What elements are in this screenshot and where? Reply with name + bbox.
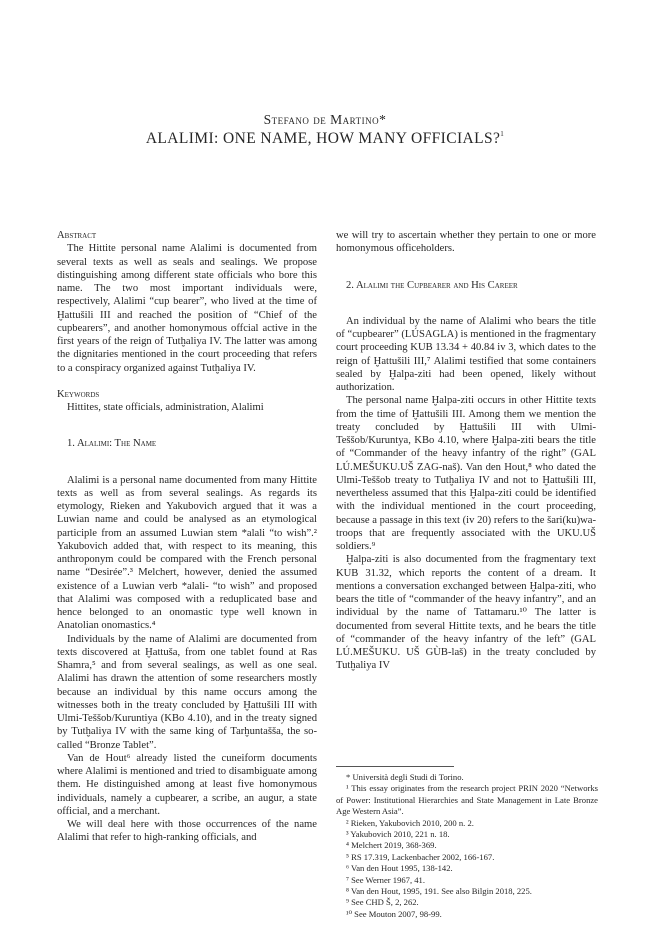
footnote-8: ⁸ Van den Hout, 1995, 191. See also Bilgin 2018, 225. (346, 886, 532, 897)
footnote-4: ⁴ Melchert 2019, 368-369. (346, 840, 437, 851)
footnotes (336, 766, 598, 920)
section-1-continuation: we will try to ascertain whether they pertain to one or more homonymous officeholders. (336, 230, 596, 255)
footnote-3: ³ Yakubovich 2010, 221 n. 18. (346, 829, 450, 840)
section-1-paragraph-2: Individuals by the name of Alalimi are documented from texts discovered at Ḫattuša, from one tablet found at Ras Shamra,⁵ and from several sealings, as well as one seal. Alalimi has drawn the attention of some researchers mostly because an individual by this name occurs among the witnesses both in the treaty concluded by Ḫattušili III with Ulmi-Teššob/Kuruntiya (KBo 4.10), and in the treaty signed by Tutḫaliya IV with the same king of Tarḫuntašša, the so-called “Bronze Tablet”. (57, 633, 317, 751)
footnote-7: ⁷ See Werner 1967, 41. (346, 874, 425, 885)
footnote-affiliation: * Università degli Studi di Torino. (346, 772, 464, 782)
section-1-paragraph-3: Van de Hout⁶ already listed the cuneiform documents where Alalimi is mentioned and tried to disambiguate among them. He distinguished among at least five homonymous individuals, namely a cupbearer, a scribe, an augur, a state official, and a merchant. (57, 752, 317, 817)
left-column (57, 229, 317, 845)
keywords-heading: Keywords (57, 388, 100, 400)
section-2-heading: 2. Alalimi the Cupbearer and His Career (346, 279, 518, 291)
article-title-text: ALALIMI: ONE NAME, HOW MANY OFFICIALS? (145, 130, 501, 147)
keywords-text: Hittites, state officials, administration, Alalimi (67, 402, 264, 413)
footnote-5: ⁵ RS 17.319, Lackenbacher 2002, 166-167. (346, 851, 495, 862)
right-column (336, 229, 596, 673)
footnote-rule (336, 766, 454, 767)
footnote-6: ⁶ Van den Hout 1995, 138-142. (346, 863, 453, 874)
abstract-text: The Hittite personal name Alalimi is documented from several texts as well as seals and sealings. We propose distinguishing among different state officials who bore this name. The two most important individuals were, respectively, Alalimi “cup bearer”, who lived at the time of Ḫattušili III and reached the position of “Chief of the cupbearers”, and another homonymous offcial active in the first years of the reign of Tutḫaliya IV. The latter was among the dignitaries mentioned in the court proceeding that refers to a conspiracy organized against Tutḫaliya IV. (57, 243, 317, 374)
section-2-paragraph-3: Ḫalpa-ziti is also documented from the fragmentary text KUB 31.32, which reports the content of a dream. It mentions a conversation exchanged between Ḫalpa-ziti, who bears the title of “commander of the heavy infantry”, and an individual by the name of Tattamaru.¹⁰ The latter is documented from several Hittite texts, and he bears the title of “commander of the heavy infantry of the left” (GAL LÚ.MEŠUKU. UŠ GÙB-laš) in the treaty concluded by Tutḫaliya IV (336, 554, 596, 672)
article-title (0, 130, 650, 148)
footnote-9: ⁹ See CHD Š, 2, 262. (346, 897, 419, 908)
footnote-1: ¹ This essay originates from the research project PRIN 2020 “Networks of Power: Institutional Hierarchies and State Management in Late Bronze Age Western Asia”. (336, 783, 598, 817)
footnote-10: ¹⁰ See Mouton 2007, 98-99. (346, 908, 442, 919)
abstract-heading: Abstract (57, 230, 97, 241)
section-1-paragraph-1: Alalimi is a personal name documented from many Hittite texts as well as from several sealings. As regards its etymology, Rieken and Yakubovich argued that it was a Luwian name and could be analysed as an etymological participle from an assumed Luwian stem *alali “to wish”.² Yakubovich added that, with respect to its meaning, this anthroponym could be compared with the French personal name “Desirée”.³ Melchert, however, denied the assumed existence of a Luwian verb *alali- “to wish” and proposed that Alalimi was composed with a reduplicated base and hence belonged to an onomastic type well known in Anatolian onomastics.⁴ (57, 474, 317, 632)
author-name: Stefano de Martino* (263, 112, 387, 127)
section-2-paragraph-1: An individual by the name of Alalimi who bears the title of “cupbearer” (LÚSAGLA) is mentioned in the fragmentary court proceeding KUB 13.34 + 40.84 iv 3, which dates to the reign of Ḫattušili III,⁷ Alalimi testified that some containers sealed by Ḫalpa-ziti had been opened, likely without authorization. (336, 315, 596, 393)
section-2-paragraph-2: The personal name Ḫalpa-ziti occurs in other Hittite texts from the time of Ḫattušili III. Among them we mention the treaty concluded by Ḫattušili III with Ulmi-Teššob/Kuruntya, KBo 4.10, where Ḫalpa-ziti bears the title of “Commander of the heavy infantry of the right” (GAL LÚ.MEŠUKU.UŠ ZAG-naš). Van den Hout,⁸ who dated the Ulmi-Teššob treaty to Tutḫaliya IV and not to Ḫattušili III, nevertheless assumed that this Ḫalpa-ziti could be identified with the individual mentioned in the court proceeding, because a passage in this text (iv 20) refers to the šari(ku)wa-troops that are frequently associated with the UKU.UŠ soldiers.⁹ (336, 395, 596, 552)
section-1-paragraph-4: We will deal here with those occurrences of the name Alalimi that refer to high-ranking officials, and (57, 819, 317, 844)
footnote-2: ² Rieken, Yakubovich 2010, 200 n. 2. (346, 817, 474, 828)
title-footnote-marker: 1 (500, 130, 505, 138)
section-1-heading: 1. Alalimi: The Name (67, 438, 157, 450)
